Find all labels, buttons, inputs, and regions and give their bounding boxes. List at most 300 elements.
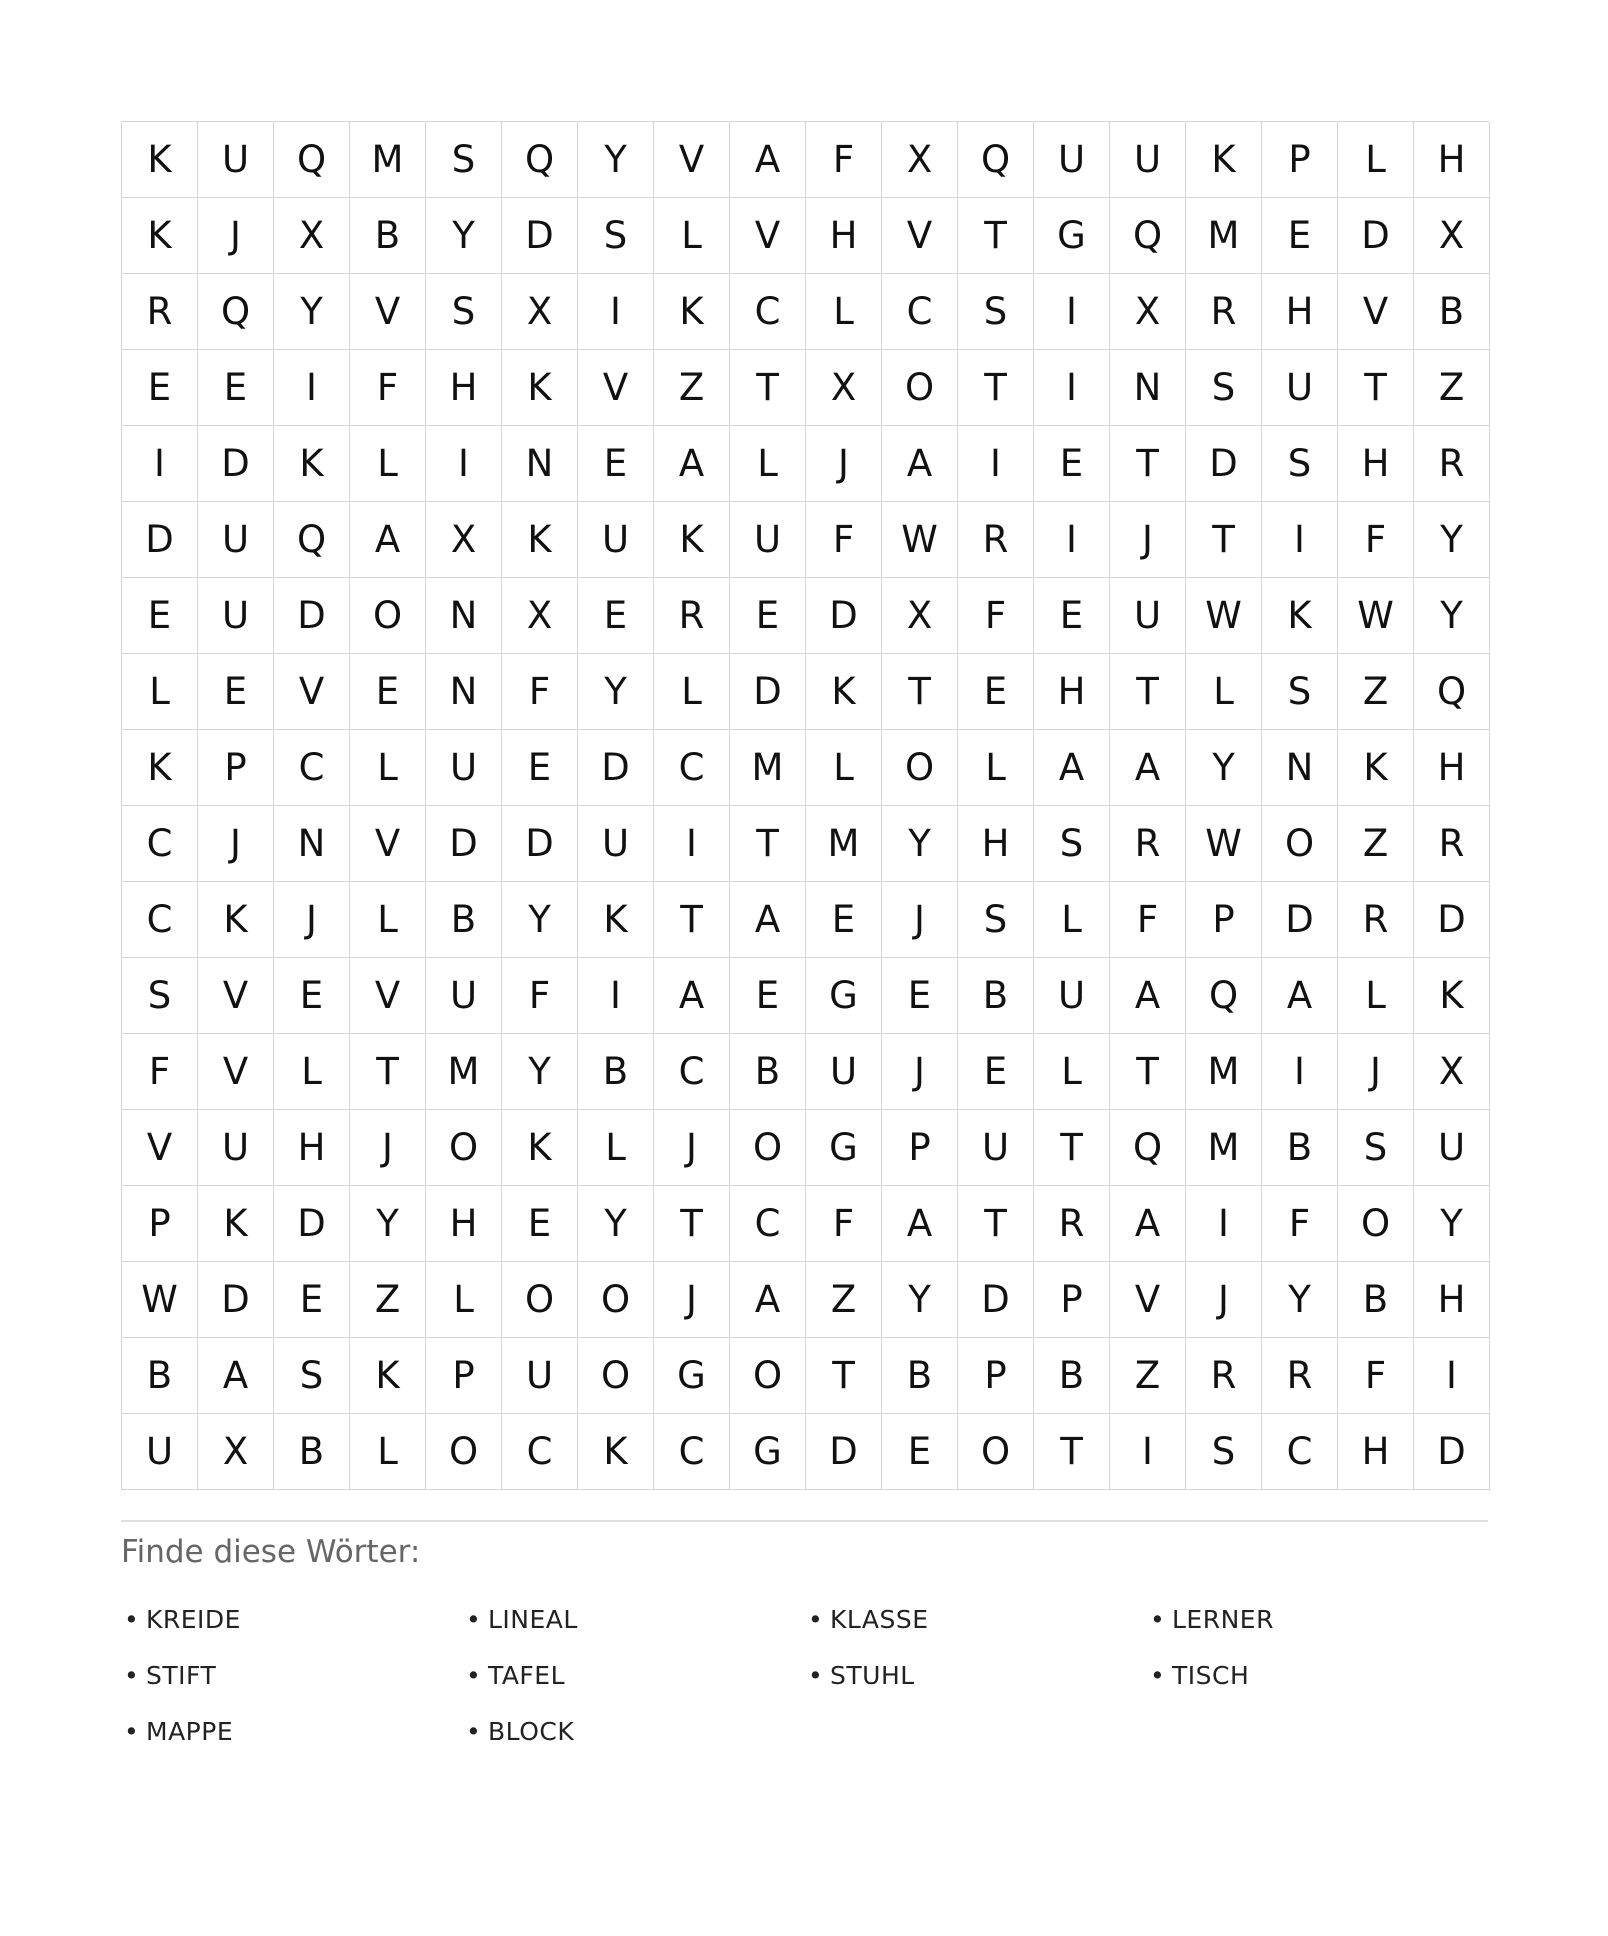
grid-cell[interactable]: O: [502, 1262, 578, 1338]
grid-cell[interactable]: R: [1034, 1186, 1110, 1262]
grid-cell[interactable]: D: [502, 806, 578, 882]
grid-cell[interactable]: V: [654, 122, 730, 198]
grid-cell[interactable]: T: [958, 198, 1034, 274]
grid-cell[interactable]: K: [198, 882, 274, 958]
grid-cell[interactable]: A: [730, 882, 806, 958]
grid-cell[interactable]: U: [198, 578, 274, 654]
grid-cell[interactable]: U: [578, 502, 654, 578]
grid-cell[interactable]: C: [654, 730, 730, 806]
grid-cell[interactable]: D: [958, 1262, 1034, 1338]
grid-cell[interactable]: L: [350, 426, 426, 502]
grid-cell[interactable]: U: [1110, 122, 1186, 198]
grid-cell[interactable]: G: [806, 1110, 882, 1186]
grid-cell[interactable]: V: [578, 350, 654, 426]
grid-cell[interactable]: M: [1186, 198, 1262, 274]
grid-cell[interactable]: O: [882, 350, 958, 426]
grid-cell[interactable]: Y: [1186, 730, 1262, 806]
grid-cell[interactable]: O: [578, 1338, 654, 1414]
grid-cell[interactable]: C: [654, 1034, 730, 1110]
grid-cell[interactable]: U: [958, 1110, 1034, 1186]
grid-cell[interactable]: R: [1186, 274, 1262, 350]
grid-cell[interactable]: T: [806, 1338, 882, 1414]
grid-cell[interactable]: C: [274, 730, 350, 806]
grid-cell[interactable]: D: [1262, 882, 1338, 958]
grid-cell[interactable]: F: [1110, 882, 1186, 958]
grid-cell[interactable]: A: [198, 1338, 274, 1414]
grid-cell[interactable]: Y: [350, 1186, 426, 1262]
grid-cell[interactable]: M: [730, 730, 806, 806]
grid-cell[interactable]: C: [122, 806, 198, 882]
grid-cell[interactable]: D: [806, 578, 882, 654]
grid-cell[interactable]: I: [1262, 502, 1338, 578]
grid-cell[interactable]: I: [1034, 274, 1110, 350]
grid-cell[interactable]: V: [122, 1110, 198, 1186]
grid-cell[interactable]: T: [654, 882, 730, 958]
grid-cell[interactable]: B: [1034, 1338, 1110, 1414]
grid-cell[interactable]: Q: [1186, 958, 1262, 1034]
grid-cell[interactable]: A: [1262, 958, 1338, 1034]
grid-cell[interactable]: I: [1034, 350, 1110, 426]
grid-cell[interactable]: L: [122, 654, 198, 730]
grid-cell[interactable]: U: [198, 1110, 274, 1186]
grid-cell[interactable]: A: [882, 426, 958, 502]
grid-cell[interactable]: B: [1262, 1110, 1338, 1186]
grid-cell[interactable]: X: [882, 578, 958, 654]
grid-cell[interactable]: J: [1338, 1034, 1414, 1110]
grid-cell[interactable]: B: [958, 958, 1034, 1034]
grid-cell[interactable]: E: [958, 654, 1034, 730]
grid-cell[interactable]: Q: [274, 502, 350, 578]
grid-cell[interactable]: H: [426, 350, 502, 426]
grid-cell[interactable]: O: [426, 1110, 502, 1186]
grid-cell[interactable]: Z: [654, 350, 730, 426]
grid-cell[interactable]: L: [350, 882, 426, 958]
grid-cell[interactable]: H: [426, 1186, 502, 1262]
grid-cell[interactable]: L: [806, 274, 882, 350]
grid-cell[interactable]: F: [350, 350, 426, 426]
grid-cell[interactable]: E: [958, 1034, 1034, 1110]
grid-cell[interactable]: I: [426, 426, 502, 502]
grid-cell[interactable]: I: [1186, 1186, 1262, 1262]
grid-cell[interactable]: B: [730, 1034, 806, 1110]
grid-cell[interactable]: A: [350, 502, 426, 578]
grid-cell[interactable]: M: [1186, 1110, 1262, 1186]
grid-cell[interactable]: K: [350, 1338, 426, 1414]
grid-cell[interactable]: E: [1034, 426, 1110, 502]
grid-cell[interactable]: U: [122, 1414, 198, 1490]
grid-cell[interactable]: T: [1110, 426, 1186, 502]
grid-cell[interactable]: B: [274, 1414, 350, 1490]
grid-cell[interactable]: Q: [1110, 1110, 1186, 1186]
grid-cell[interactable]: T: [1110, 654, 1186, 730]
grid-cell[interactable]: C: [730, 274, 806, 350]
grid-cell[interactable]: U: [730, 502, 806, 578]
grid-cell[interactable]: K: [578, 882, 654, 958]
grid-cell[interactable]: V: [350, 958, 426, 1034]
grid-cell[interactable]: X: [502, 578, 578, 654]
grid-cell[interactable]: D: [578, 730, 654, 806]
grid-cell[interactable]: I: [578, 958, 654, 1034]
grid-cell[interactable]: S: [1034, 806, 1110, 882]
grid-cell[interactable]: K: [578, 1414, 654, 1490]
grid-cell[interactable]: D: [1414, 882, 1490, 958]
grid-cell[interactable]: I: [122, 426, 198, 502]
grid-cell[interactable]: A: [1110, 1186, 1186, 1262]
grid-cell[interactable]: U: [198, 502, 274, 578]
grid-cell[interactable]: N: [1110, 350, 1186, 426]
grid-cell[interactable]: U: [1262, 350, 1338, 426]
grid-cell[interactable]: D: [198, 1262, 274, 1338]
grid-cell[interactable]: O: [730, 1338, 806, 1414]
grid-cell[interactable]: J: [198, 198, 274, 274]
grid-cell[interactable]: Z: [1414, 350, 1490, 426]
grid-cell[interactable]: A: [1110, 730, 1186, 806]
grid-cell[interactable]: P: [1262, 122, 1338, 198]
grid-cell[interactable]: J: [274, 882, 350, 958]
grid-cell[interactable]: S: [1338, 1110, 1414, 1186]
grid-cell[interactable]: K: [122, 198, 198, 274]
grid-cell[interactable]: E: [502, 730, 578, 806]
grid-cell[interactable]: M: [350, 122, 426, 198]
grid-cell[interactable]: T: [958, 350, 1034, 426]
grid-cell[interactable]: L: [350, 1414, 426, 1490]
grid-cell[interactable]: K: [502, 350, 578, 426]
grid-cell[interactable]: L: [654, 654, 730, 730]
grid-cell[interactable]: P: [426, 1338, 502, 1414]
grid-cell[interactable]: L: [806, 730, 882, 806]
grid-cell[interactable]: V: [350, 274, 426, 350]
grid-cell[interactable]: L: [958, 730, 1034, 806]
grid-cell[interactable]: F: [1262, 1186, 1338, 1262]
grid-cell[interactable]: O: [730, 1110, 806, 1186]
grid-cell[interactable]: X: [1414, 198, 1490, 274]
grid-cell[interactable]: H: [958, 806, 1034, 882]
grid-cell[interactable]: Y: [578, 654, 654, 730]
grid-cell[interactable]: Y: [578, 1186, 654, 1262]
grid-cell[interactable]: U: [806, 1034, 882, 1110]
grid-cell[interactable]: E: [198, 350, 274, 426]
grid-cell[interactable]: L: [578, 1110, 654, 1186]
grid-cell[interactable]: W: [1186, 578, 1262, 654]
grid-cell[interactable]: Q: [502, 122, 578, 198]
grid-cell[interactable]: I: [1110, 1414, 1186, 1490]
grid-cell[interactable]: K: [502, 1110, 578, 1186]
grid-cell[interactable]: E: [730, 578, 806, 654]
grid-cell[interactable]: O: [882, 730, 958, 806]
grid-cell[interactable]: B: [1414, 274, 1490, 350]
grid-cell[interactable]: Y: [274, 274, 350, 350]
grid-cell[interactable]: Q: [1110, 198, 1186, 274]
grid-cell[interactable]: Y: [1414, 578, 1490, 654]
grid-cell[interactable]: U: [1414, 1110, 1490, 1186]
grid-cell[interactable]: I: [1414, 1338, 1490, 1414]
grid-cell[interactable]: B: [350, 198, 426, 274]
grid-cell[interactable]: K: [806, 654, 882, 730]
grid-cell[interactable]: T: [730, 350, 806, 426]
grid-cell[interactable]: Z: [806, 1262, 882, 1338]
grid-cell[interactable]: E: [882, 1414, 958, 1490]
grid-cell[interactable]: S: [274, 1338, 350, 1414]
grid-cell[interactable]: H: [1262, 274, 1338, 350]
grid-cell[interactable]: Y: [502, 882, 578, 958]
grid-cell[interactable]: J: [882, 882, 958, 958]
grid-cell[interactable]: M: [1186, 1034, 1262, 1110]
grid-cell[interactable]: R: [1414, 806, 1490, 882]
grid-cell[interactable]: G: [730, 1414, 806, 1490]
grid-cell[interactable]: E: [730, 958, 806, 1034]
grid-cell[interactable]: Y: [502, 1034, 578, 1110]
grid-cell[interactable]: K: [1414, 958, 1490, 1034]
grid-cell[interactable]: K: [1338, 730, 1414, 806]
grid-cell[interactable]: O: [426, 1414, 502, 1490]
grid-cell[interactable]: R: [1414, 426, 1490, 502]
grid-cell[interactable]: F: [502, 654, 578, 730]
grid-cell[interactable]: N: [1262, 730, 1338, 806]
grid-cell[interactable]: F: [806, 122, 882, 198]
grid-cell[interactable]: L: [1338, 122, 1414, 198]
grid-cell[interactable]: D: [502, 198, 578, 274]
grid-cell[interactable]: T: [1034, 1110, 1110, 1186]
grid-cell[interactable]: S: [1262, 426, 1338, 502]
grid-cell[interactable]: F: [806, 1186, 882, 1262]
grid-cell[interactable]: I: [654, 806, 730, 882]
grid-cell[interactable]: T: [958, 1186, 1034, 1262]
grid-cell[interactable]: X: [426, 502, 502, 578]
grid-cell[interactable]: F: [502, 958, 578, 1034]
grid-cell[interactable]: E: [274, 958, 350, 1034]
grid-cell[interactable]: X: [882, 122, 958, 198]
grid-cell[interactable]: X: [274, 198, 350, 274]
grid-cell[interactable]: V: [198, 958, 274, 1034]
grid-cell[interactable]: G: [654, 1338, 730, 1414]
grid-cell[interactable]: R: [958, 502, 1034, 578]
grid-cell[interactable]: T: [1338, 350, 1414, 426]
grid-cell[interactable]: A: [654, 426, 730, 502]
grid-cell[interactable]: W: [1186, 806, 1262, 882]
grid-cell[interactable]: X: [806, 350, 882, 426]
grid-cell[interactable]: D: [1338, 198, 1414, 274]
grid-cell[interactable]: V: [730, 198, 806, 274]
grid-cell[interactable]: O: [350, 578, 426, 654]
grid-cell[interactable]: I: [274, 350, 350, 426]
grid-cell[interactable]: C: [730, 1186, 806, 1262]
grid-cell[interactable]: I: [958, 426, 1034, 502]
grid-cell[interactable]: R: [654, 578, 730, 654]
grid-cell[interactable]: U: [1110, 578, 1186, 654]
grid-cell[interactable]: P: [198, 730, 274, 806]
grid-cell[interactable]: O: [1262, 806, 1338, 882]
grid-cell[interactable]: P: [122, 1186, 198, 1262]
grid-cell[interactable]: T: [730, 806, 806, 882]
grid-cell[interactable]: L: [274, 1034, 350, 1110]
grid-cell[interactable]: T: [350, 1034, 426, 1110]
grid-cell[interactable]: E: [1262, 198, 1338, 274]
grid-cell[interactable]: V: [882, 198, 958, 274]
grid-cell[interactable]: S: [1186, 350, 1262, 426]
grid-cell[interactable]: P: [1034, 1262, 1110, 1338]
grid-cell[interactable]: A: [1034, 730, 1110, 806]
grid-cell[interactable]: Q: [1414, 654, 1490, 730]
grid-cell[interactable]: A: [882, 1186, 958, 1262]
grid-cell[interactable]: D: [198, 426, 274, 502]
grid-cell[interactable]: E: [882, 958, 958, 1034]
grid-cell[interactable]: U: [198, 122, 274, 198]
grid-cell[interactable]: U: [578, 806, 654, 882]
grid-cell[interactable]: U: [426, 958, 502, 1034]
grid-cell[interactable]: I: [1262, 1034, 1338, 1110]
grid-cell[interactable]: H: [1338, 426, 1414, 502]
grid-cell[interactable]: S: [426, 274, 502, 350]
grid-cell[interactable]: H: [806, 198, 882, 274]
grid-cell[interactable]: K: [654, 274, 730, 350]
grid-cell[interactable]: K: [654, 502, 730, 578]
grid-cell[interactable]: A: [1110, 958, 1186, 1034]
grid-cell[interactable]: V: [350, 806, 426, 882]
grid-cell[interactable]: J: [806, 426, 882, 502]
grid-cell[interactable]: E: [578, 426, 654, 502]
grid-cell[interactable]: F: [122, 1034, 198, 1110]
grid-cell[interactable]: J: [1110, 502, 1186, 578]
grid-cell[interactable]: U: [502, 1338, 578, 1414]
grid-cell[interactable]: E: [198, 654, 274, 730]
grid-cell[interactable]: Y: [578, 122, 654, 198]
grid-cell[interactable]: N: [502, 426, 578, 502]
grid-cell[interactable]: D: [274, 1186, 350, 1262]
grid-cell[interactable]: V: [274, 654, 350, 730]
grid-cell[interactable]: R: [1338, 882, 1414, 958]
grid-cell[interactable]: X: [1110, 274, 1186, 350]
grid-cell[interactable]: K: [502, 502, 578, 578]
grid-cell[interactable]: T: [882, 654, 958, 730]
grid-cell[interactable]: X: [502, 274, 578, 350]
grid-cell[interactable]: V: [1110, 1262, 1186, 1338]
grid-cell[interactable]: M: [426, 1034, 502, 1110]
grid-cell[interactable]: C: [882, 274, 958, 350]
grid-cell[interactable]: A: [730, 1262, 806, 1338]
grid-cell[interactable]: I: [578, 274, 654, 350]
grid-cell[interactable]: L: [350, 730, 426, 806]
grid-cell[interactable]: U: [1034, 958, 1110, 1034]
grid-cell[interactable]: E: [122, 350, 198, 426]
grid-cell[interactable]: S: [958, 882, 1034, 958]
grid-cell[interactable]: C: [502, 1414, 578, 1490]
grid-cell[interactable]: T: [1186, 502, 1262, 578]
grid-cell[interactable]: T: [654, 1186, 730, 1262]
grid-cell[interactable]: M: [806, 806, 882, 882]
grid-cell[interactable]: T: [1034, 1414, 1110, 1490]
grid-cell[interactable]: Z: [1110, 1338, 1186, 1414]
grid-cell[interactable]: G: [1034, 198, 1110, 274]
grid-cell[interactable]: W: [882, 502, 958, 578]
grid-cell[interactable]: H: [274, 1110, 350, 1186]
grid-cell[interactable]: Y: [1262, 1262, 1338, 1338]
grid-cell[interactable]: Y: [426, 198, 502, 274]
grid-cell[interactable]: X: [1414, 1034, 1490, 1110]
grid-cell[interactable]: X: [198, 1414, 274, 1490]
grid-cell[interactable]: L: [1338, 958, 1414, 1034]
grid-cell[interactable]: S: [1186, 1414, 1262, 1490]
grid-cell[interactable]: F: [1338, 502, 1414, 578]
grid-cell[interactable]: J: [198, 806, 274, 882]
grid-cell[interactable]: C: [1262, 1414, 1338, 1490]
grid-cell[interactable]: A: [654, 958, 730, 1034]
grid-cell[interactable]: P: [1186, 882, 1262, 958]
grid-cell[interactable]: H: [1414, 1262, 1490, 1338]
grid-cell[interactable]: E: [578, 578, 654, 654]
grid-cell[interactable]: J: [882, 1034, 958, 1110]
grid-cell[interactable]: F: [958, 578, 1034, 654]
grid-cell[interactable]: L: [1034, 1034, 1110, 1110]
grid-cell[interactable]: L: [654, 198, 730, 274]
grid-cell[interactable]: E: [274, 1262, 350, 1338]
grid-cell[interactable]: H: [1034, 654, 1110, 730]
grid-cell[interactable]: Q: [198, 274, 274, 350]
grid-cell[interactable]: S: [1262, 654, 1338, 730]
grid-cell[interactable]: Y: [882, 1262, 958, 1338]
grid-cell[interactable]: H: [1414, 122, 1490, 198]
grid-cell[interactable]: K: [198, 1186, 274, 1262]
grid-cell[interactable]: V: [198, 1034, 274, 1110]
grid-cell[interactable]: Y: [882, 806, 958, 882]
grid-cell[interactable]: Q: [958, 122, 1034, 198]
grid-cell[interactable]: S: [426, 122, 502, 198]
grid-cell[interactable]: E: [350, 654, 426, 730]
grid-cell[interactable]: S: [578, 198, 654, 274]
grid-cell[interactable]: K: [274, 426, 350, 502]
grid-cell[interactable]: G: [806, 958, 882, 1034]
grid-cell[interactable]: P: [882, 1110, 958, 1186]
grid-cell[interactable]: L: [426, 1262, 502, 1338]
grid-cell[interactable]: I: [1034, 502, 1110, 578]
grid-cell[interactable]: F: [1338, 1338, 1414, 1414]
grid-cell[interactable]: J: [1186, 1262, 1262, 1338]
grid-cell[interactable]: W: [1338, 578, 1414, 654]
grid-cell[interactable]: N: [426, 578, 502, 654]
grid-cell[interactable]: Y: [1414, 502, 1490, 578]
grid-cell[interactable]: Y: [1414, 1186, 1490, 1262]
grid-cell[interactable]: T: [1110, 1034, 1186, 1110]
grid-cell[interactable]: B: [426, 882, 502, 958]
grid-cell[interactable]: E: [1034, 578, 1110, 654]
grid-cell[interactable]: A: [730, 122, 806, 198]
grid-cell[interactable]: B: [1338, 1262, 1414, 1338]
grid-cell[interactable]: Q: [274, 122, 350, 198]
grid-cell[interactable]: D: [1186, 426, 1262, 502]
grid-cell[interactable]: W: [122, 1262, 198, 1338]
grid-cell[interactable]: O: [1338, 1186, 1414, 1262]
grid-cell[interactable]: N: [426, 654, 502, 730]
grid-cell[interactable]: S: [958, 274, 1034, 350]
grid-cell[interactable]: R: [1262, 1338, 1338, 1414]
grid-cell[interactable]: R: [1110, 806, 1186, 882]
grid-cell[interactable]: J: [654, 1110, 730, 1186]
grid-cell[interactable]: O: [958, 1414, 1034, 1490]
grid-cell[interactable]: D: [426, 806, 502, 882]
grid-cell[interactable]: E: [502, 1186, 578, 1262]
grid-cell[interactable]: D: [730, 654, 806, 730]
grid-cell[interactable]: U: [1034, 122, 1110, 198]
grid-cell[interactable]: B: [122, 1338, 198, 1414]
grid-cell[interactable]: Z: [1338, 654, 1414, 730]
grid-cell[interactable]: H: [1414, 730, 1490, 806]
grid-cell[interactable]: K: [1262, 578, 1338, 654]
grid-cell[interactable]: D: [806, 1414, 882, 1490]
grid-cell[interactable]: Z: [350, 1262, 426, 1338]
grid-cell[interactable]: E: [122, 578, 198, 654]
grid-cell[interactable]: H: [1338, 1414, 1414, 1490]
grid-cell[interactable]: F: [806, 502, 882, 578]
grid-cell[interactable]: K: [1186, 122, 1262, 198]
